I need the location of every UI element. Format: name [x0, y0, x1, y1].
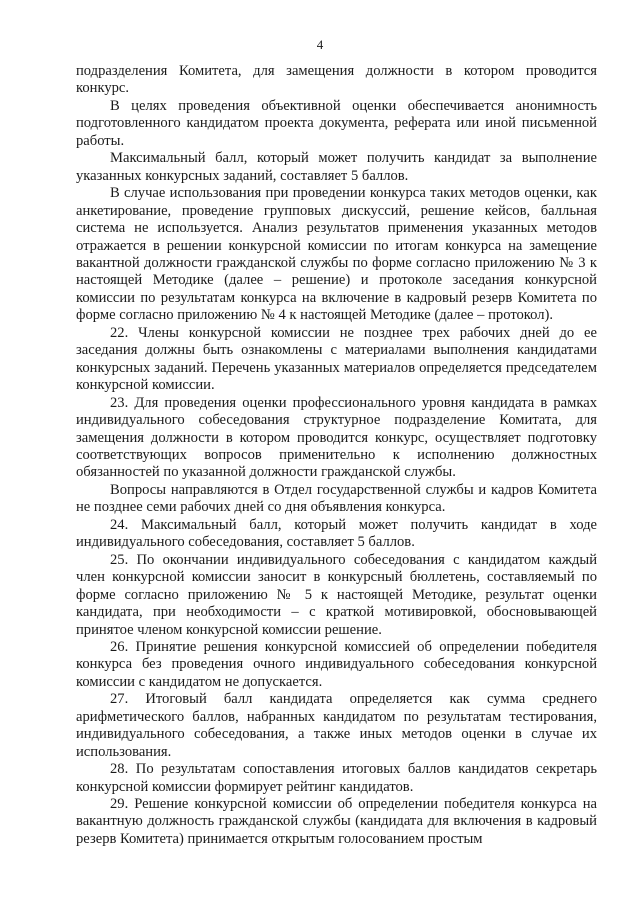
paragraph-other-methods: В случае использования при проведении конкурса таких методов оценки, как анкетирование, проведение групповых дискуссий, решение кейсов, балльная система не используется. Анализ результатов применения указанных методов отражается в решении конкурсной комиссии по итогам конкурса на замещение вакантной должности гражданской службы по форме согласно приложению № 3 к настоящей Методике (далее – решение) и протоколе заседания конкурсной комиссии по результатам конкурса на включение в кадровый резерв Комитета по форме согласно приложению № 4 к настоящей Методике (далее – протокол). — [76, 185, 597, 324]
paragraph-item-25: 25. По окончании индивидуального собеседования с кандидатом каждый член конкурсной комиссии заносит в конкурсный бюллетень, составляемый по форме согласно приложению № 5 к настоящей Методике, результат оценки кандидата, при необходимости – с краткой мотивировкой, обосновывающей принятое членом конкурсной комиссии решение. — [76, 551, 597, 638]
paragraph-item-27: 27. Итоговый балл кандидата определяется как сумма среднего арифметического баллов, набранных кандидатом по результатам тестирования, индивидуального собеседования, а также иных методов оценки в случае их использования. — [76, 691, 597, 760]
document-body — [76, 63, 597, 848]
paragraph-item-28: 28. По результатам сопоставления итоговых баллов кандидатов секретарь конкурсной комиссии формирует рейтинг кандидатов. — [76, 761, 597, 795]
paragraph-questions: Вопросы направляются в Отдел государственной службы и кадров Комитета не позднее семи рабочих дней со дня объявления конкурса. — [76, 481, 597, 516]
paragraph-max-score-tasks: Максимальный балл, который может получить кандидат за выполнение указанных конкурсных заданий, составляет 5 баллов. — [76, 150, 597, 184]
page-number: 4 — [316, 37, 324, 52]
paragraph-item-22: 22. Члены конкурсной комиссии не позднее трех рабочих дней до ее заседания должны быть ознакомлены с материалами выполнения кандидатами конкурсных заданий. Перечень указанных материалов определяется председателем конкурсной комиссии. — [76, 324, 597, 394]
paragraph-anonymity: В целях проведения объективной оценки обеспечивается анонимность подготовленного кандидатом проекта документа, реферата или иной письменной работы. — [76, 97, 597, 149]
paragraph-item-24: 24. Максимальный балл, который может получить кандидат в ходе индивидуального собеседования, составляет 5 баллов. — [76, 516, 597, 551]
paragraph-continuation: подразделения Комитета, для замещения должности в котором проводится конкурс. — [76, 63, 597, 97]
paragraph-item-23: 23. Для проведения оценки профессионального уровня кандидата в рамках индивидуального собеседования структурное подразделение Комитата, для замещения должности в котором проводится конкурс, осуществляет подготовку соответствующих вопросов применительно к исполнению должностных обязанностей по указанной должности гражданской службы. — [76, 394, 597, 481]
paragraph-item-29: 29. Решение конкурсной комиссии об определении победителя конкурса на вакантную должность гражданской службы (кандидата для включения в кадровый резерв Комитета) принимается открытым голосованием простым — [76, 796, 597, 847]
paragraph-item-26: 26. Принятие решения конкурсной комиссией об определении победителя конкурса без проведения очного индивидуального собеседования конкурсной комиссии с кандидатом не допускается. — [76, 638, 597, 690]
